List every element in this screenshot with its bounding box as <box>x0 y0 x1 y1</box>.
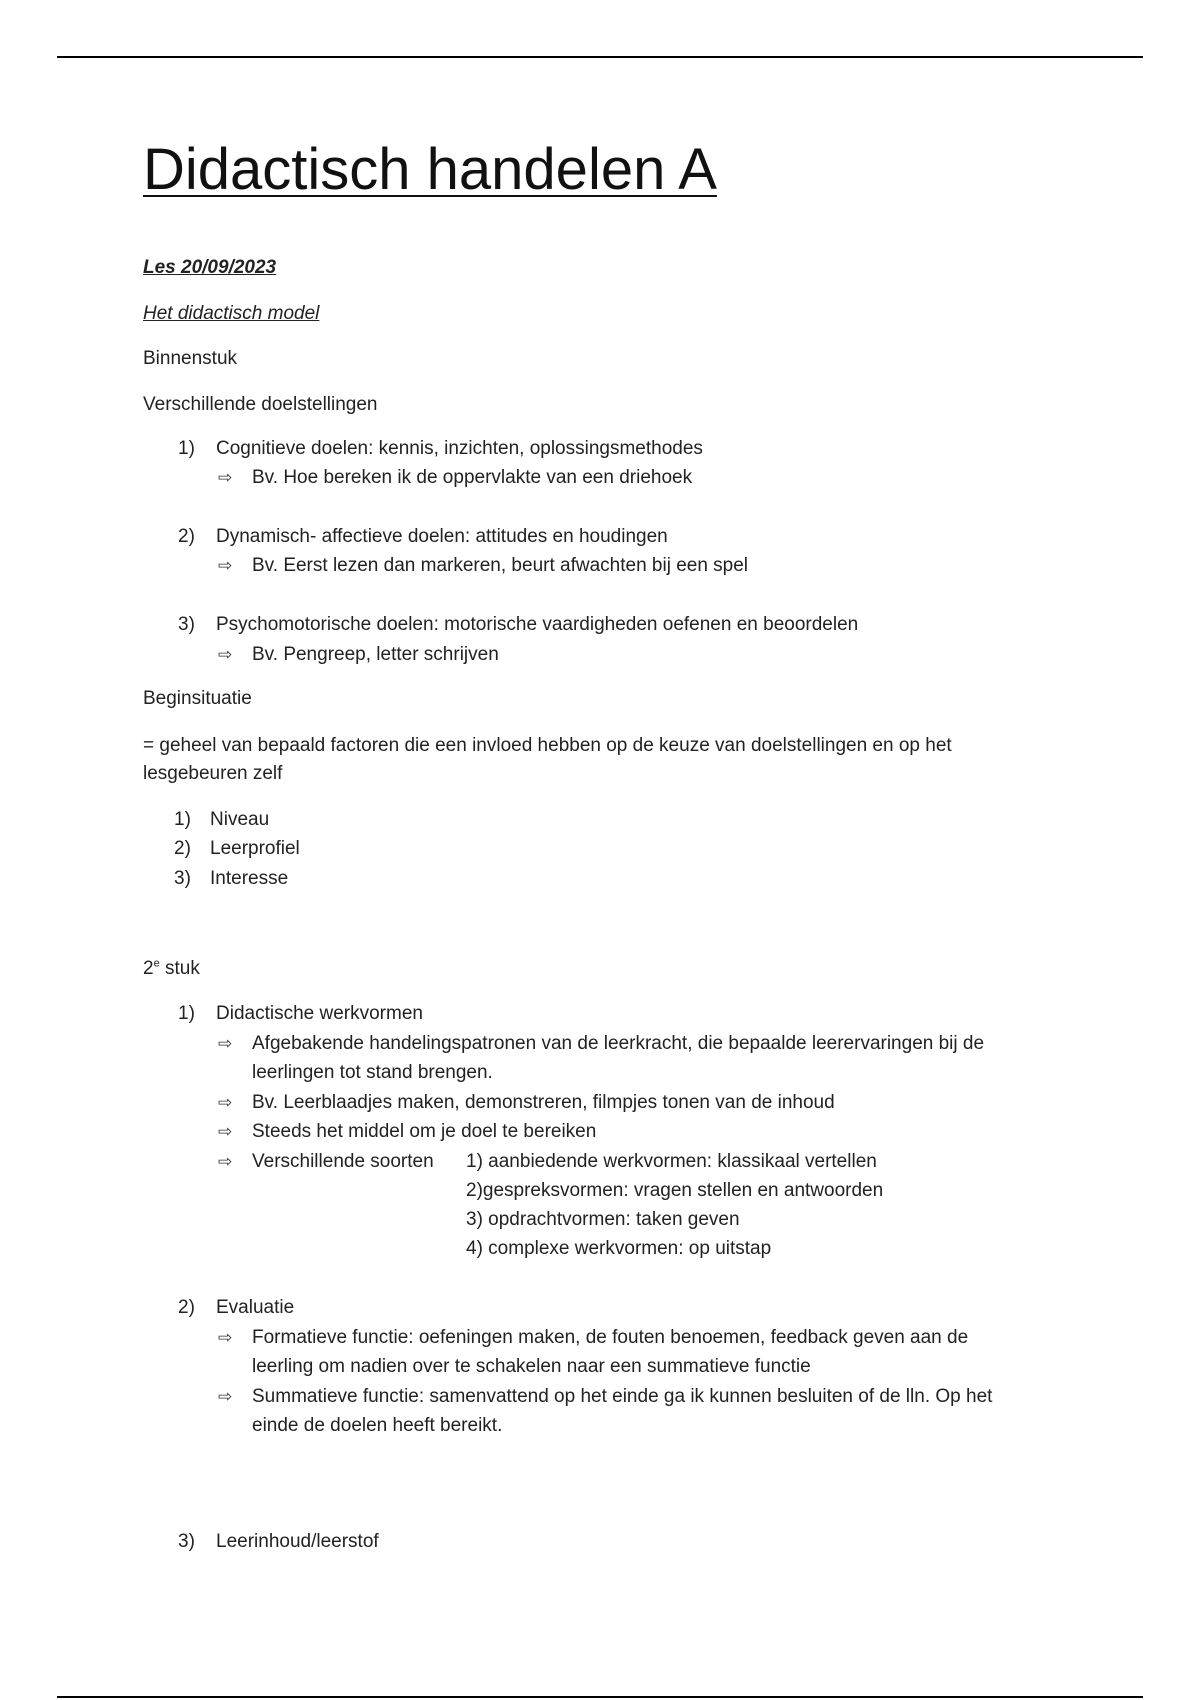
factor-text: Interesse <box>210 868 289 889</box>
goal-example: Bv. Eerst lezen dan markeren, beurt afwachten bij een spel <box>252 555 749 576</box>
werkvorm-soort: 2)gespreksvormen: vragen stellen en antwoorden <box>466 1180 884 1201</box>
part2-number: 2 <box>143 958 154 979</box>
part2-text: stuk <box>159 958 200 979</box>
werkvorm-soort: 4) complexe werkvormen: op uitstap <box>466 1238 772 1259</box>
werkvormen-bullet: Steeds het middel om je doel te bereiken <box>252 1121 597 1142</box>
beginsituatie-heading: Beginsituatie <box>143 688 252 709</box>
item-number: 1) <box>178 1003 195 1024</box>
page-title: Didactisch handelen A <box>143 137 717 202</box>
goal-example: Bv. Hoe bereken ik de oppervlakte van een driehoek <box>252 467 693 488</box>
item-text: Didactische werkvormen <box>216 1003 423 1024</box>
item-number: 3) <box>178 1531 195 1552</box>
werkvorm-soort: 1) aanbiedende werkvormen: klassikaal vertellen <box>466 1151 877 1172</box>
goal-text: Dynamisch- affectieve doelen: attitudes en houdingen <box>216 526 668 547</box>
evaluatie-bullet: einde de doelen heeft bereikt. <box>252 1415 503 1436</box>
factor-number: 1) <box>174 809 191 830</box>
goal-example: Bv. Pengreep, letter schrijven <box>252 644 499 665</box>
arrow-bullet-icon: ⇨ <box>218 1034 233 1053</box>
goal-text: Cognitieve doelen: kennis, inzichten, oplossingsmethodes <box>216 438 703 459</box>
goal-number: 3) <box>178 614 195 635</box>
part1-label: Binnenstuk <box>143 348 238 369</box>
werkvorm-soort: 3) opdrachtvormen: taken geven <box>466 1209 740 1230</box>
evaluatie-bullet: leerling om nadien over te schakelen naar een summatieve functie <box>252 1356 811 1377</box>
lesson-date: Les 20/09/2023 <box>143 257 277 278</box>
evaluatie-bullet: Formatieve functie: oefeningen maken, de fouten benoemen, feedback geven aan de <box>252 1327 969 1348</box>
arrow-bullet-icon: ⇨ <box>218 468 233 487</box>
arrow-bullet-icon: ⇨ <box>218 645 233 664</box>
goals-heading: Verschillende doelstellingen <box>143 394 378 415</box>
item-number: 2) <box>178 1297 195 1318</box>
subheading: Het didactisch model <box>143 303 320 324</box>
werkvormen-bullet: Afgebakende handelingspatronen van de leerkracht, die bepaalde leerervaringen bij de <box>252 1033 985 1054</box>
item-text: Leerinhoud/leerstof <box>216 1531 379 1552</box>
werkvormen-bullet: Bv. Leerblaadjes maken, demonstreren, filmpjes tonen van de inhoud <box>252 1092 835 1113</box>
factor-number: 2) <box>174 838 191 859</box>
arrow-bullet-icon: ⇨ <box>218 1152 233 1171</box>
arrow-bullet-icon: ⇨ <box>218 1328 233 1347</box>
bottom-rule <box>57 1696 1143 1698</box>
goal-number: 1) <box>178 438 195 459</box>
part2-label <box>143 956 200 982</box>
beginsituatie-definition: = geheel van bepaald factoren die een invloed hebben op de keuze van doelstellingen en op het <box>143 735 952 756</box>
arrow-bullet-icon: ⇨ <box>218 1122 233 1141</box>
arrow-bullet-icon: ⇨ <box>218 556 233 575</box>
factor-text: Niveau <box>210 809 270 830</box>
werkvormen-bullet: leerlingen tot stand brengen. <box>252 1062 493 1083</box>
factor-number: 3) <box>174 868 191 889</box>
factor-text: Leerprofiel <box>210 838 300 859</box>
arrow-bullet-icon: ⇨ <box>218 1387 233 1406</box>
werkvormen-bullet: Verschillende soorten <box>252 1151 434 1172</box>
arrow-bullet-icon: ⇨ <box>218 1093 233 1112</box>
beginsituatie-definition: lesgebeuren zelf <box>143 763 283 784</box>
item-text: Evaluatie <box>216 1297 295 1318</box>
evaluatie-bullet: Summatieve functie: samenvattend op het einde ga ik kunnen besluiten of de lln. Op het <box>252 1386 993 1407</box>
part2-superscript: e <box>153 957 160 970</box>
top-rule <box>57 56 1143 58</box>
goal-number: 2) <box>178 526 195 547</box>
goal-text: Psychomotorische doelen: motorische vaardigheden oefenen en beoordelen <box>216 614 859 635</box>
